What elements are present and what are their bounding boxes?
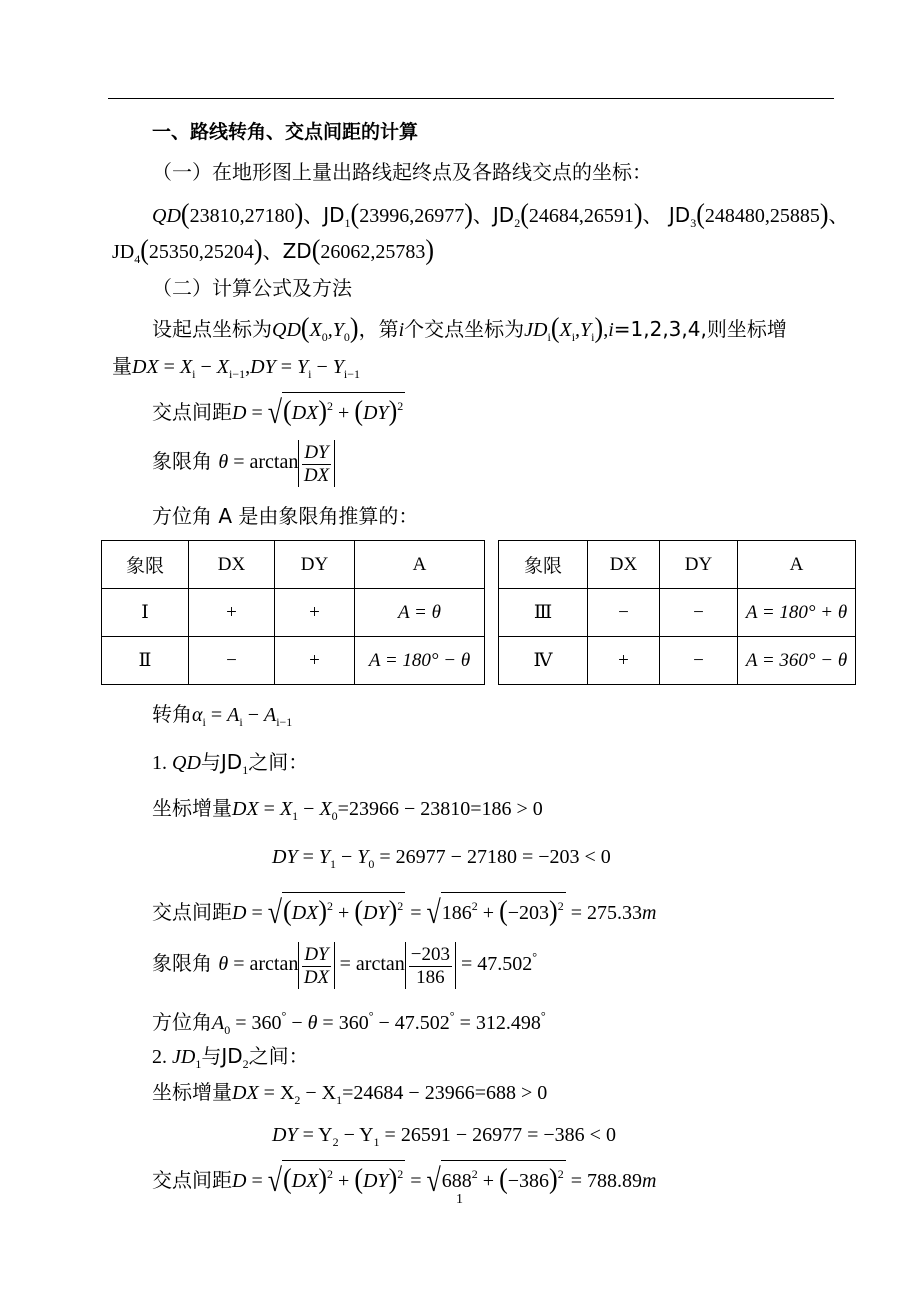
text-run: = 360 (317, 1012, 369, 1034)
text-line (112, 233, 435, 271)
text-run: −386 (507, 1170, 550, 1192)
math-var: m (641, 902, 657, 924)
math-var: DX (132, 356, 159, 378)
math-var: X (216, 356, 230, 378)
subscript: i−1 (276, 715, 293, 729)
paren: ( (354, 394, 363, 427)
paren: ) (633, 197, 643, 230)
text-run: = 360 (230, 1012, 282, 1034)
math-var: θ (218, 451, 229, 474)
table-cell: Ⅱ (102, 637, 189, 685)
text-run: =24684 − 23966=688 > 0 (342, 1082, 548, 1104)
radical-sign: √ (267, 894, 283, 931)
text-run: = arctan (228, 451, 299, 474)
table-header-row (102, 541, 485, 589)
text-run: 象限角 (152, 951, 219, 976)
superscript: 2 (397, 1167, 404, 1181)
text-line (152, 702, 292, 734)
math-var: DY (250, 356, 276, 378)
math-var: m (641, 1170, 657, 1192)
absolute-fraction (298, 942, 334, 989)
text-run: =1,2,3,4,则坐标增 (613, 317, 787, 341)
text-line (152, 1004, 546, 1042)
text-run: − (298, 798, 320, 820)
math-var: DX (291, 902, 319, 924)
paren: ) (253, 233, 263, 266)
subscript: i (591, 330, 595, 344)
math-var: JD (172, 1046, 196, 1068)
superscript: 2 (327, 1167, 334, 1181)
subscript: 0 (343, 330, 350, 344)
text-run: −203 (410, 944, 450, 965)
text-run: − (195, 356, 217, 378)
text-run: 23996,26977 (359, 205, 465, 227)
square-root (282, 1160, 405, 1195)
math-var: D (232, 402, 247, 424)
table-cell: Ⅳ (499, 637, 588, 685)
math-var: D (232, 1170, 247, 1192)
text-run: = 312.498 (454, 1012, 541, 1034)
paren: ) (549, 1162, 558, 1195)
paren: ) (294, 197, 304, 230)
subscript: 1 (329, 857, 336, 871)
paren: ( (180, 197, 190, 230)
radical-sign: √ (426, 894, 441, 931)
paren: ) (318, 1162, 328, 1195)
text-line (152, 197, 849, 235)
table-cell: DX (588, 541, 660, 589)
table-cell: A = 180° + θ (738, 589, 856, 637)
text-run: − (311, 356, 333, 378)
text-run: = 788.89 (565, 1170, 642, 1192)
denominator (302, 967, 330, 989)
table-cell: + (275, 589, 355, 637)
paren: ) (388, 1162, 398, 1195)
text-run: = (405, 902, 427, 924)
subscript: 2 (242, 1057, 249, 1071)
subscript: 1 (292, 809, 299, 823)
paren: ( (283, 394, 292, 427)
text-run: 、 (828, 203, 849, 227)
text-run: − Y (338, 1124, 374, 1146)
text-run: − X (300, 1082, 337, 1104)
table-cell: + (588, 637, 660, 685)
subscript: 2 (294, 1093, 301, 1107)
math-var: DX (303, 967, 330, 988)
math-var: Y (318, 846, 330, 868)
text-run: = arctan (334, 953, 405, 976)
math-var: DY (304, 944, 329, 965)
text-run: 、 JD (642, 203, 691, 227)
math-var: QD (172, 752, 201, 774)
square-root (441, 1160, 566, 1195)
paren: ) (549, 894, 558, 927)
superscript: ° (449, 1009, 455, 1023)
text-run: 688 (441, 1170, 472, 1192)
text-run: 交点间距 (152, 900, 232, 924)
math-var: i (608, 319, 614, 341)
subscript: 1 (195, 1057, 202, 1071)
subscript: i (192, 367, 196, 381)
text-run: −203 (507, 902, 550, 924)
text-line (152, 504, 418, 529)
superscript: ° (368, 1009, 374, 1023)
text-run: = arctan (228, 953, 299, 976)
paren: ) (318, 394, 328, 427)
square-root (282, 892, 405, 927)
text-run: 坐标增量 (152, 1080, 232, 1104)
math-var: Y (332, 356, 344, 378)
math-var: , (327, 319, 333, 341)
radical-sign: √ (267, 394, 283, 431)
paren: ( (520, 197, 529, 230)
paren: ) (349, 311, 359, 344)
text-run: = (205, 704, 228, 726)
quadrant-table (498, 540, 856, 685)
table-cell: DY (275, 541, 355, 589)
paren: ( (283, 894, 292, 927)
text-line (272, 845, 611, 876)
text-run: = 26977 − 27180 = −203 < 0 (374, 846, 611, 868)
paren: ) (425, 233, 435, 266)
text-run: = (275, 356, 297, 378)
math-var: DX (303, 465, 330, 486)
table-cell: DY (660, 541, 738, 589)
superscript: 2 (327, 399, 334, 413)
text-run: 个交点坐标为 (404, 317, 525, 341)
text-line (152, 392, 405, 431)
paren: ( (300, 311, 310, 344)
text-run: 25350,25204 (148, 241, 254, 263)
text-run: = (246, 902, 268, 924)
text-line (152, 942, 537, 989)
text-run: , (245, 356, 251, 378)
superscript: 2 (327, 899, 334, 913)
table-cell: A = 180° − θ (355, 637, 485, 685)
math-var: QD (272, 319, 301, 341)
page-number: 1 (456, 1192, 463, 1207)
subscript: 0 (224, 1023, 231, 1037)
text-run: 2. (152, 1046, 172, 1068)
numerator (409, 944, 452, 967)
text-run: = X (258, 1082, 295, 1104)
table-cell: A = 360° − θ (738, 637, 856, 685)
table-cell: + (275, 637, 355, 685)
math-var: A (227, 704, 240, 726)
text-run: = (297, 846, 319, 868)
superscript: 2 (471, 899, 478, 913)
math-var: DX (232, 798, 259, 820)
text-line (152, 311, 787, 349)
subscript: 0 (331, 809, 338, 823)
absolute-fraction (405, 942, 456, 989)
text-run: + (333, 1170, 355, 1192)
text-run: 24684,26591 (528, 205, 634, 227)
text-run: − (286, 1012, 308, 1034)
text-run: 、ZD (262, 239, 312, 263)
text-run: 与JD (201, 1044, 243, 1068)
paren: ) (388, 394, 398, 427)
paren: ( (499, 894, 508, 927)
absolute-fraction (298, 440, 334, 487)
text-line (152, 160, 652, 185)
text-line (272, 1123, 616, 1154)
text-line (152, 276, 352, 301)
math-var: X (559, 319, 572, 341)
table-cell: − (660, 589, 738, 637)
numerator (302, 944, 330, 967)
math-var: Y (332, 319, 344, 341)
subscript: 1 (373, 1135, 380, 1149)
math-var: A (263, 704, 277, 726)
text-line (152, 440, 335, 487)
text-run: 象限角 (152, 449, 219, 474)
subscript: 0 (321, 330, 328, 344)
paren: ) (594, 311, 604, 344)
text-run: − (242, 704, 264, 726)
text-run: − 47.502 (373, 1012, 450, 1034)
superscript: 2 (397, 899, 404, 913)
text-run: 、JD (303, 203, 345, 227)
text-run: 186 (441, 902, 472, 924)
table-cell: 象限 (102, 541, 189, 589)
section-heading: 一、路线转角、交点间距的计算 (152, 121, 419, 143)
text-run: 方位角 A 是由象限角推算的： (152, 504, 419, 528)
table-cell: − (660, 637, 738, 685)
paren: ) (318, 894, 328, 927)
table-row (499, 589, 856, 637)
radical-sign: √ (426, 1162, 441, 1199)
math-var: JD (524, 319, 548, 341)
subscript: i (239, 715, 243, 729)
text-run: = (258, 798, 280, 820)
subscript: i (308, 367, 312, 381)
superscript: 2 (397, 399, 404, 413)
subscript: 3 (690, 216, 697, 230)
math-var: A (212, 1012, 225, 1034)
subscript: 1 (344, 216, 351, 230)
text-run: 量 (112, 354, 132, 378)
table-cell: + (189, 589, 275, 637)
text-run: ，第 (358, 317, 399, 341)
math-var: Y (296, 356, 309, 378)
text-run: JD (112, 241, 135, 263)
paren: ) (819, 197, 829, 230)
table-cell: − (588, 589, 660, 637)
table-cell: DX (189, 541, 275, 589)
math-var: D (232, 902, 247, 924)
paren: ( (283, 1162, 292, 1195)
text-run: = 26591 − 26977 = −386 < 0 (379, 1124, 616, 1146)
math-var: Y (580, 319, 592, 341)
paren: ( (354, 1162, 363, 1195)
paren: ( (696, 197, 705, 230)
math-var: DY (362, 902, 389, 924)
text-run: （二）计算公式及方法 (152, 276, 352, 300)
text-run: , (603, 319, 609, 341)
text-run: 方位角 (152, 1010, 212, 1034)
subscript: i−1 (343, 367, 360, 381)
paren: ) (464, 197, 473, 230)
text-run: − (335, 846, 358, 868)
paren: ( (499, 1162, 508, 1195)
text-run: = 275.33 (565, 902, 642, 924)
subscript: 4 (134, 252, 141, 266)
fraction (302, 944, 330, 989)
fraction (302, 442, 330, 487)
radical-sign: √ (267, 1162, 283, 1199)
denominator (409, 967, 452, 989)
superscript: ° (532, 950, 538, 965)
text-run: = (158, 356, 180, 378)
text-run: =23966 − 23810=186 > 0 (337, 798, 543, 820)
math-var: X (279, 798, 293, 820)
text-run: 之间： (248, 1044, 309, 1068)
math-var: X (179, 356, 193, 378)
text-run: 交点间距 (152, 400, 232, 424)
math-var: α (192, 704, 203, 726)
subscript: i−1 (229, 367, 246, 381)
subscript: i (571, 330, 576, 344)
subscript: 2 (514, 216, 521, 230)
math-var: θ (307, 1012, 318, 1034)
paren: ( (140, 233, 149, 266)
subscript: 1 (242, 763, 249, 777)
table-cell: Ⅰ (102, 589, 189, 637)
math-var: Y (357, 846, 369, 868)
superscript: 2 (557, 1167, 564, 1181)
table-row (499, 637, 856, 685)
text-run: = (246, 1170, 268, 1192)
subscript: 1 (336, 1093, 343, 1107)
paren: ( (350, 197, 360, 230)
math-var: i (398, 319, 405, 341)
fraction (409, 944, 452, 989)
math-var: DY (362, 1170, 389, 1192)
text-run: 186 (416, 967, 445, 988)
table-row (102, 589, 485, 637)
table-cell: − (189, 637, 275, 685)
text-run: 转角 (152, 702, 192, 726)
denominator (302, 465, 330, 487)
text-run: 23810,27180 (189, 205, 295, 227)
superscript: ° (281, 1009, 287, 1023)
text-run: 坐标增量 (152, 796, 232, 820)
text-run: 、JD (472, 203, 515, 227)
text-line (152, 750, 308, 782)
math-var: QD (152, 205, 181, 227)
text-line (152, 1044, 309, 1076)
math-var: DX (291, 402, 319, 424)
math-var: DY (272, 1124, 298, 1146)
subscript: 0 (368, 857, 375, 871)
numerator (302, 442, 330, 465)
table-cell: A = θ (355, 589, 485, 637)
math-var: θ (218, 953, 229, 976)
math-var: DY (304, 442, 329, 463)
math-var: X (309, 319, 322, 341)
table-cell: A (355, 541, 485, 589)
text-run: = (246, 402, 268, 424)
text-run: + (477, 902, 500, 924)
text-run: 248480,25885 (704, 205, 820, 227)
text-line (112, 354, 360, 386)
text-run: 1. (152, 752, 172, 774)
math-var: DX (291, 1170, 319, 1192)
text-run: 之间： (248, 750, 309, 774)
paren: ( (354, 894, 363, 927)
superscript: 2 (471, 1167, 478, 1181)
table-header-row (499, 541, 856, 589)
text-line (152, 892, 657, 931)
text-run: （一）在地形图上量出路线起终点及各路线交点的坐标： (152, 160, 652, 184)
paren: ( (311, 233, 321, 266)
text-run: 交点间距 (152, 1168, 232, 1192)
text-line (152, 1160, 657, 1199)
header-rule (108, 98, 834, 99)
square-root (282, 392, 405, 427)
text-run: + (333, 902, 355, 924)
text-run: 26062,25783 (320, 241, 426, 263)
paren: ( (550, 311, 560, 344)
text-run: 设起点坐标为 (152, 317, 272, 341)
table-cell: 象限 (499, 541, 588, 589)
math-var: X (319, 798, 332, 820)
text-run: + (477, 1170, 500, 1192)
text-run: = 47.502 (455, 953, 533, 976)
table-row (102, 637, 485, 685)
table-cell: A (738, 541, 856, 589)
superscript: ° (540, 1009, 546, 1023)
text-run: = (405, 1170, 427, 1192)
text-run: 与JD (200, 750, 243, 774)
subscript: i (547, 330, 551, 344)
text-line (152, 1080, 547, 1112)
text-run: + (333, 402, 355, 424)
text-run: = Y (297, 1124, 333, 1146)
superscript: 2 (557, 899, 564, 913)
square-root (441, 892, 566, 927)
math-var: , (575, 319, 581, 341)
quadrant-table (101, 540, 485, 685)
text-line (152, 796, 543, 828)
paren: ) (388, 894, 398, 927)
math-var: DX (232, 1082, 259, 1104)
subscript: i (202, 715, 206, 729)
subscript: 2 (332, 1135, 339, 1149)
math-var: DY (272, 846, 298, 868)
table-cell: Ⅲ (499, 589, 588, 637)
math-var: DY (362, 402, 389, 424)
